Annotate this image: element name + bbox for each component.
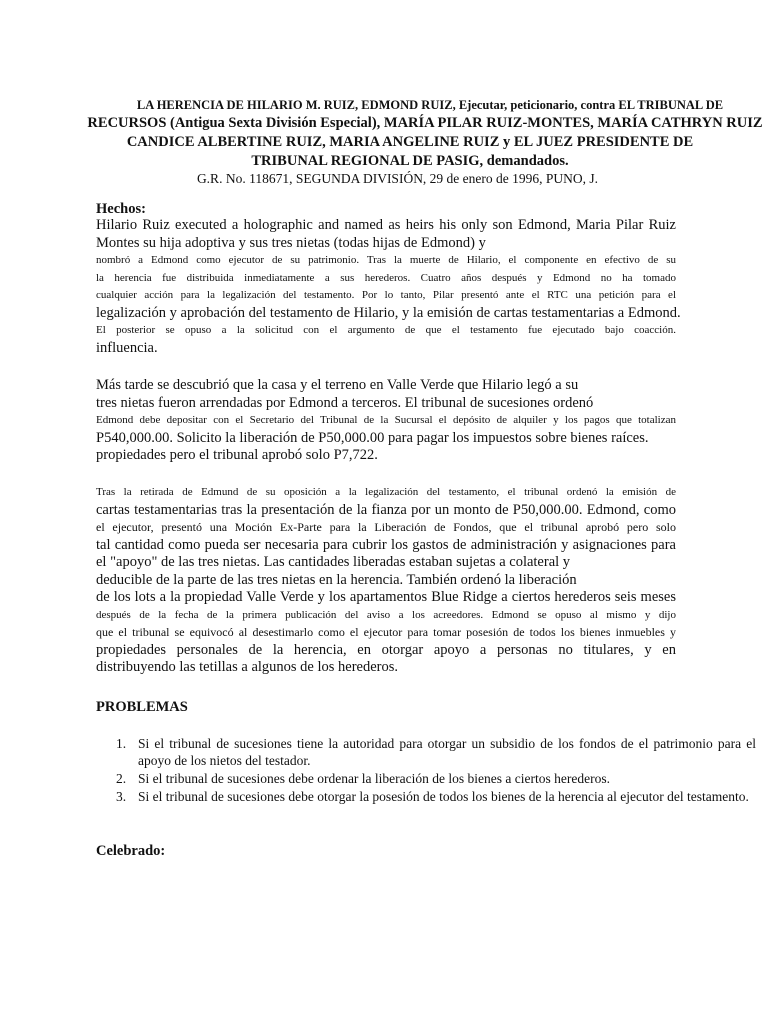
text-line: propiedades personales de la herencia, en otorgar apoyo a personas no titulares, y en bbox=[96, 641, 676, 658]
case-citation: G.R. No. 118671, SEGUNDA DIVISIÓN, 29 de enero de 1996, PUNO, J. bbox=[196, 171, 599, 186]
case-title-line: TRIBUNAL REGIONAL DE PASIG, demandados. bbox=[251, 153, 569, 169]
text-line: El posterior se opuso a la solicitud con el argumento de que el testamento fue ejecutado bajo coacción. bbox=[96, 324, 676, 336]
text-line: el ejecutor, presentó una Moción Ex-Parte para la Liberación de Fondos, que el tribunal aprobó pero solo bbox=[96, 520, 676, 534]
text-line: deducible de la parte de las tres nietas en la herencia. También ordenó la liberación bbox=[96, 571, 577, 588]
text-line: el "apoyo" de las tres nietas. Las cantidades liberadas estaban sujetas a colateral y bbox=[96, 554, 571, 570]
text-line: cartas testamentarias tras la presentación de la fianza por un monto de P50,000.00. Edmond, como bbox=[96, 501, 676, 518]
text-line: que el tribunal se equivocó al desestimarlo como el ejecutor para tomar posesión de todos los bienes inmuebles y bbox=[96, 625, 676, 639]
case-title bbox=[87, 96, 768, 171]
text-line: influencia. bbox=[96, 339, 158, 356]
text-line: legalización y aprobación del testamento de Hilario, y la emisión de cartas testamentarias a Edmond. bbox=[96, 304, 681, 321]
text-line: tal cantidad como pueda ser necesaria para cubrir los gastos de administración y asignaciones para bbox=[96, 536, 676, 553]
text-line: nombró a Edmond como ejecutor de su patrimonio. Tras la muerte de Hilario, el componente en efectivo de su bbox=[96, 254, 676, 266]
text-line: cualquier acción para la legalización del testamento. Por lo tanto, Pilar presentó ante el RTC una petición para el bbox=[96, 289, 676, 301]
problems-list bbox=[96, 735, 756, 806]
text-line: P540,000.00. Solicito la liberación de P50,000.00 para pagar los impuestos sobre bienes raíces. bbox=[96, 429, 649, 446]
text-line: después de la fecha de la primera publicación del aviso a los acreedores. Edmond se opuso al mismo y dijo bbox=[96, 608, 676, 621]
hechos-paragraph-3 bbox=[96, 484, 676, 677]
text-line: Edmond debe depositar con el Secretario del Tribunal de la Sucursal el depósito de alquiler y los pagos que totalizan bbox=[96, 414, 676, 426]
problemas-heading: PROBLEMAS bbox=[96, 699, 188, 715]
case-title-line: RECURSOS (Antigua Sexta División Especial), MARÍA PILAR RUIZ-MONTES, MARÍA CATHRYN RUIZ bbox=[87, 115, 763, 131]
list-item bbox=[96, 788, 756, 805]
text-line: tres nietas fueron arrendadas por Edmond a terceros. El tribunal de sucesiones ordenó bbox=[96, 394, 594, 411]
list-item-number: 2. bbox=[116, 771, 127, 786]
text-line: la herencia fue distribuida inmediatamente a sus herederos. Cuatro años después y Edmond no ha tomado bbox=[96, 271, 676, 284]
text-line: distribuyendo las tetillas a algunos de los herederos. bbox=[96, 659, 399, 675]
hechos-paragraph-2 bbox=[96, 377, 676, 465]
list-item bbox=[96, 735, 756, 769]
text-line: Montes su hija adoptiva y sus tres nietas (todas hijas de Edmond) y bbox=[96, 234, 486, 251]
text-line: de los lots a la propiedad Valle Verde y los apartamentos Blue Ridge a ciertos herederos seis meses bbox=[96, 589, 676, 605]
list-item-text: Si el tribunal de sucesiones debe ordenar la liberación de los bienes a ciertos herederos. bbox=[138, 771, 610, 786]
text-line: Tras la retirada de Edmund de su oposición a la legalización del testamento, el tribunal ordenó la emisión de bbox=[96, 486, 676, 498]
case-title-line: LA HERENCIA DE HILARIO M. RUIZ, EDMOND RUIZ, Ejecutar, peticionario, contra EL TRIBUNAL DE bbox=[136, 98, 724, 112]
text-line: Más tarde se descubrió que la casa y el terreno en Valle Verde que Hilario legó a su bbox=[96, 377, 579, 393]
hechos-heading: Hechos: bbox=[96, 201, 146, 217]
celebrado-heading: Celebrado: bbox=[96, 843, 166, 859]
list-item-text: Si el tribunal de sucesiones debe otorgar la posesión de todos los bienes de la herencia al ejecutor del testamento. bbox=[138, 789, 749, 804]
text-line: Hilario Ruiz executed a holographic and named as heirs his only son Edmond, Maria Pilar Ruiz bbox=[96, 217, 676, 233]
case-title-line: CANDICE ALBERTINE RUIZ, MARIA ANGELINE RUIZ y EL JUEZ PRESIDENTE DE bbox=[126, 134, 694, 150]
list-item bbox=[96, 770, 756, 787]
hechos-paragraph-1 bbox=[96, 217, 681, 357]
list-item-number: 1. bbox=[116, 736, 127, 751]
list-item-text: Si el tribunal de sucesiones tiene la autoridad para otorgar un subsidio de los fondos de el patrimonio para el apoyo de los nietos del testador. bbox=[138, 736, 756, 768]
text-line: propiedades pero el tribunal aprobó solo P7,722. bbox=[96, 447, 378, 463]
list-item-number: 3. bbox=[116, 789, 127, 804]
